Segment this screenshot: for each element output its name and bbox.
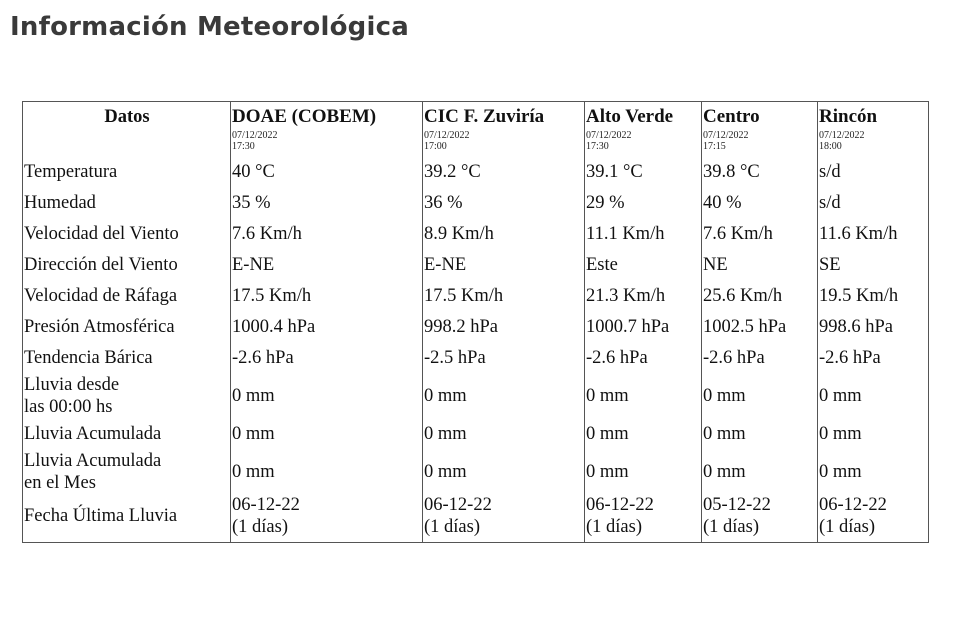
table-row <box>23 311 929 342</box>
cell-value: 0 mm <box>703 385 746 406</box>
row-label-text: Tendencia Bárica <box>24 347 153 368</box>
cell-value: 998.2 hPa <box>424 316 498 337</box>
cell-value: 0 mm <box>703 423 746 444</box>
table-cell <box>585 280 702 311</box>
cell-value: NE <box>703 254 728 275</box>
table-row <box>23 449 929 494</box>
table-cell <box>423 449 585 494</box>
table-cell <box>423 342 585 373</box>
table-row <box>23 249 929 280</box>
table-cell <box>231 156 423 187</box>
cell-value: 7.6 Km/h <box>232 223 302 244</box>
station-name: CIC F. Zuviría <box>424 106 545 127</box>
cell-value: 35 % <box>232 192 271 213</box>
cell-value: 36 % <box>424 192 463 213</box>
table-cell <box>818 418 929 449</box>
row-label-text: las 00:00 hs <box>24 396 113 417</box>
table-cell <box>231 311 423 342</box>
table-cell <box>818 311 929 342</box>
table-cell <box>818 218 929 249</box>
table-row <box>23 156 929 187</box>
table-cell <box>702 187 818 218</box>
table-row <box>23 218 929 249</box>
row-label-text: Lluvia Acumulada <box>24 450 162 471</box>
row-label <box>23 311 231 342</box>
row-label <box>23 156 231 187</box>
cell-value: 29 % <box>586 192 625 213</box>
table-cell <box>423 280 585 311</box>
column-header-station <box>231 102 423 157</box>
table-cell <box>585 494 702 543</box>
station-date: 07/12/2022 <box>232 130 278 141</box>
table-cell <box>702 249 818 280</box>
row-label <box>23 249 231 280</box>
table-cell <box>423 156 585 187</box>
cell-value: E-NE <box>232 254 275 275</box>
station-time: 17:30 <box>232 141 255 152</box>
row-label-text: Velocidad del Viento <box>24 223 179 244</box>
cell-value: 39.2 °C <box>424 161 481 182</box>
cell-value: 1000.4 hPa <box>232 316 316 337</box>
cell-value: 11.1 Km/h <box>586 223 665 244</box>
table-cell <box>585 249 702 280</box>
cell-value: -2.6 hPa <box>819 347 881 368</box>
table-cell <box>231 342 423 373</box>
station-time: 17:30 <box>586 141 609 152</box>
station-date: 07/12/2022 <box>703 130 749 141</box>
cell-value: 06-12-22 <box>232 495 300 515</box>
cell-value: 0 mm <box>232 385 275 406</box>
table-cell <box>585 187 702 218</box>
cell-value: (1 días) <box>232 517 288 537</box>
table-cell <box>231 187 423 218</box>
cell-value: 40 % <box>703 192 742 213</box>
table-cell <box>702 373 818 418</box>
table-cell <box>231 449 423 494</box>
table-row <box>23 280 929 311</box>
cell-value: SE <box>819 254 841 275</box>
table-cell <box>702 494 818 543</box>
cell-value: (1 días) <box>424 517 480 537</box>
cell-value: 0 mm <box>819 461 862 482</box>
cell-value: 0 mm <box>586 385 629 406</box>
table-cell <box>231 218 423 249</box>
row-label <box>23 187 231 218</box>
cell-value: -2.6 hPa <box>232 347 294 368</box>
station-name: Centro <box>703 106 760 127</box>
table-cell <box>585 311 702 342</box>
table-cell <box>231 494 423 543</box>
cell-value: 0 mm <box>232 461 275 482</box>
row-label-text: Temperatura <box>24 161 118 182</box>
cell-value: 17.5 Km/h <box>424 285 504 306</box>
station-time: 17:00 <box>424 141 447 152</box>
table-cell <box>818 373 929 418</box>
column-header-station <box>818 102 929 157</box>
cell-value: (1 días) <box>586 517 642 537</box>
station-date: 07/12/2022 <box>424 130 470 141</box>
cell-value: 06-12-22 <box>586 495 654 515</box>
row-label <box>23 418 231 449</box>
row-label <box>23 373 231 418</box>
row-label <box>23 342 231 373</box>
cell-value: 05-12-22 <box>703 495 771 515</box>
table-row <box>23 418 929 449</box>
table-cell <box>423 249 585 280</box>
cell-value: 1000.7 hPa <box>586 316 670 337</box>
cell-value: 0 mm <box>703 461 746 482</box>
table-cell <box>585 449 702 494</box>
page-title: Información Meteorológica <box>10 12 409 42</box>
cell-value: 0 mm <box>819 423 862 444</box>
station-date: 07/12/2022 <box>819 130 865 141</box>
row-label-text: Lluvia Acumulada <box>24 423 162 444</box>
cell-value: s/d <box>819 192 841 213</box>
table-cell <box>818 494 929 543</box>
table-cell <box>702 418 818 449</box>
cell-value: 0 mm <box>232 423 275 444</box>
cell-value: 40 °C <box>232 161 275 182</box>
cell-value: 11.6 Km/h <box>819 223 898 244</box>
table-row <box>23 187 929 218</box>
table-cell <box>585 342 702 373</box>
table-cell <box>585 156 702 187</box>
table-cell <box>423 373 585 418</box>
cell-value: 0 mm <box>424 461 467 482</box>
table-cell <box>818 449 929 494</box>
table-cell <box>585 373 702 418</box>
column-header-station <box>702 102 818 157</box>
station-name: Rincón <box>819 106 878 127</box>
cell-value: 0 mm <box>586 461 629 482</box>
cell-value: 0 mm <box>586 423 629 444</box>
cell-value: 7.6 Km/h <box>703 223 773 244</box>
table-cell <box>423 494 585 543</box>
cell-value: 39.1 °C <box>586 161 643 182</box>
table-row <box>23 342 929 373</box>
cell-value: s/d <box>819 161 841 182</box>
column-header-datos: Datos <box>104 107 150 127</box>
table-cell <box>423 187 585 218</box>
cell-value: E-NE <box>424 254 467 275</box>
row-label <box>23 218 231 249</box>
row-label-text: Lluvia desde <box>24 374 120 395</box>
table-cell <box>702 449 818 494</box>
cell-value: (1 días) <box>703 517 759 537</box>
column-header-station <box>423 102 585 157</box>
table-cell <box>231 280 423 311</box>
table-cell <box>702 156 818 187</box>
table-cell <box>585 418 702 449</box>
row-label-text: Dirección del Viento <box>24 254 178 275</box>
cell-value: 19.5 Km/h <box>819 285 899 306</box>
cell-value: 17.5 Km/h <box>232 285 312 306</box>
cell-value: 998.6 hPa <box>819 316 893 337</box>
cell-value: 06-12-22 <box>819 495 887 515</box>
table-cell <box>818 249 929 280</box>
station-date: 07/12/2022 <box>586 130 632 141</box>
cell-value: -2.6 hPa <box>703 347 765 368</box>
row-label <box>23 280 231 311</box>
column-header-station <box>585 102 702 157</box>
cell-value: 06-12-22 <box>424 495 492 515</box>
cell-value: 0 mm <box>819 385 862 406</box>
cell-value: -2.5 hPa <box>424 347 486 368</box>
table-cell <box>423 311 585 342</box>
table-cell <box>702 280 818 311</box>
cell-value: 0 mm <box>424 423 467 444</box>
cell-value: -2.6 hPa <box>586 347 648 368</box>
cell-value: 8.9 Km/h <box>424 223 494 244</box>
table-header-row <box>23 102 929 157</box>
row-label-text: Fecha Última Lluvia <box>24 506 178 526</box>
table-cell <box>702 342 818 373</box>
table-cell <box>231 418 423 449</box>
station-time: 17:15 <box>703 141 726 152</box>
table-cell <box>818 280 929 311</box>
cell-value: (1 días) <box>819 517 875 537</box>
station-name: DOAE (COBEM) <box>232 106 377 127</box>
cell-value: 0 mm <box>424 385 467 406</box>
table-body <box>23 156 929 543</box>
cell-value: 21.3 Km/h <box>586 285 666 306</box>
cell-value: 25.6 Km/h <box>703 285 783 306</box>
station-name: Alto Verde <box>586 106 674 127</box>
row-label-text: Humedad <box>24 192 96 213</box>
cell-value: 1002.5 hPa <box>703 316 787 337</box>
table-cell <box>423 218 585 249</box>
table-cell <box>702 218 818 249</box>
weather-table <box>22 101 929 543</box>
table-cell <box>231 373 423 418</box>
table-cell <box>423 418 585 449</box>
table-cell <box>818 156 929 187</box>
table-cell <box>818 187 929 218</box>
table-cell <box>702 311 818 342</box>
row-label-text: en el Mes <box>24 472 96 493</box>
table-cell <box>231 249 423 280</box>
row-label-text: Presión Atmosférica <box>24 316 175 337</box>
table-row <box>23 494 929 543</box>
row-label-text: Velocidad de Ráfaga <box>24 285 178 306</box>
cell-value: 39.8 °C <box>703 161 760 182</box>
cell-value: Este <box>586 254 618 275</box>
station-time: 18:00 <box>819 141 842 152</box>
table-cell <box>585 218 702 249</box>
row-label <box>23 449 231 494</box>
row-label <box>23 494 231 543</box>
table-row <box>23 373 929 418</box>
table-cell <box>818 342 929 373</box>
